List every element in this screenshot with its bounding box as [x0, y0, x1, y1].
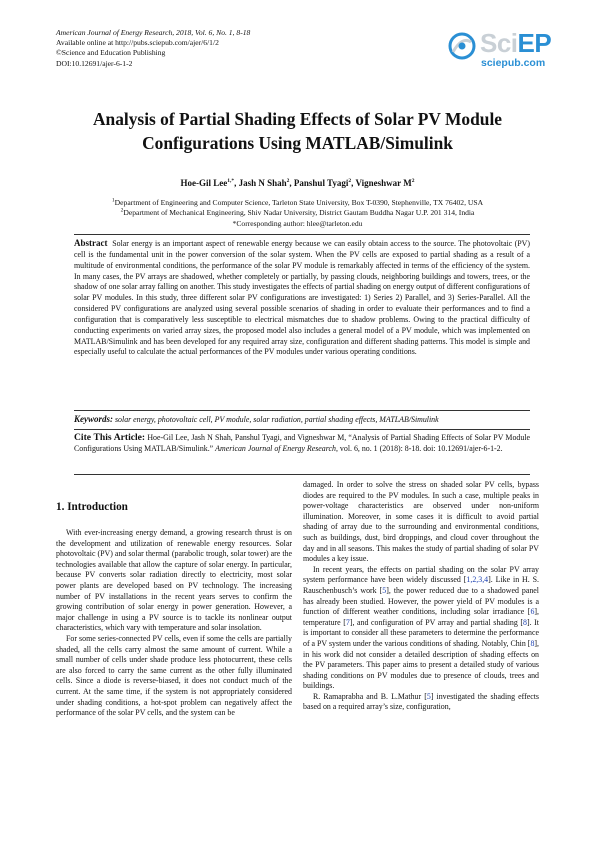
- body-paragraph: With ever-increasing energy demand, a growing research thrust is on the development and utilization of renewable energy resources. Solar photovoltaic (PV) and solar thermal (parabolic trough, solar tower) are the technologies available that allow the capture of solar energy. In particular, because PV converts solar radiation directly to electricity, most solar power plants are developed based on PV technology. The increasing number of PV installations in the recent years serves to confirm the growing contribution of solar energy in power generation. However, a major challenge in using a PV source is to tackle its nonlinear output characteristics, which vary with temperature and solar insolation.: [56, 528, 292, 633]
- citation-link[interactable]: 7: [345, 617, 350, 627]
- body-column-right: [303, 480, 539, 713]
- section-heading: 1. Introduction: [56, 501, 128, 513]
- keywords: [74, 414, 530, 426]
- body-paragraph: damaged. In order to solve the stress on shaded solar PV cells, bypass diodes are required to the PV modules. In such a case, multiple peaks in power-voltage characteristics are observed under non-uniform illumination. Moreover, in some cases it is difficult to avoid partial shading of array due to the surrounding and environmental conditions, such as buildings, dust, bird droppings, and cloud cover throughout the day and in all seasons. This makes the study of partial shading of solar PV modules a key issue.: [303, 480, 539, 564]
- body-paragraph: In recent years, the effects on partial shading on the solar PV array system performance have been widely discussed [1,2,3,4]. Like in H. S. Rauschenbusch’s work [5], the power reduced due to a shadowed panel has already been studied. However, the power yield of PV modules is a function of different weather conditions, including solar irradiance [6], temperature [7], and configuration of PV array and partial shading [8]. It is important to consider all these parameters to determine the performance of a PV system under the various conditions of shading. Notably, Chin [8], in his work did not consider a detailed description of shading effects on the PV parameters. This paper aims to present a detailed study of various shading conditions on PV modules due to presence of clouds, trees and buildings.: [303, 564, 540, 691]
- journal-header: [56, 28, 386, 69]
- corresponding-author: *Corresponding author: hlee@tarleton.edu: [232, 218, 363, 228]
- divider: [74, 429, 530, 430]
- author-list: Hoe-Gil Lee$^{1,*}$, Jash N Shah$^2$, Panshul Tyagi$^2$, Vigneshwar $M^2$: [180, 178, 415, 188]
- divider: [74, 474, 530, 475]
- keywords-label: Keywords:: [74, 414, 113, 424]
- citation-link[interactable]: 6: [530, 607, 535, 617]
- affiliations: [40, 198, 555, 229]
- logo-mark-icon: [448, 32, 476, 60]
- affiliation-2: $^2$Department of Mechanical Engineering, Shiv Nadar University, District Gautam Buddha Nagar U.P. 201 314, India: [120, 207, 475, 218]
- author-2: Jash N Shah: [238, 178, 287, 188]
- citation-link[interactable]: 5: [382, 585, 387, 595]
- journal-line: American Journal of Energy Research, 2018, Vol. 6, No. 1, 8-18: [56, 28, 251, 37]
- paper-title: [40, 108, 555, 155]
- author-4: Vigneshwar M: [355, 178, 412, 188]
- doi-line: DOI:10.12691/ajer-6-1-2: [56, 58, 133, 68]
- cite-this-article: [74, 433, 530, 455]
- divider: [74, 410, 530, 411]
- citation-link[interactable]: 5: [426, 691, 431, 701]
- affiliation-1: $^1$Department of Engineering and Computer Science, Tarleton State University, Box T-0390, Stephenville, TX 76402, USA: [111, 197, 484, 207]
- abstract: [74, 238, 530, 358]
- cite-label: Cite This Article:: [74, 432, 146, 443]
- abstract-label: Abstract: [74, 238, 108, 248]
- divider: [74, 234, 530, 235]
- cite-text: Hoe-Gil Lee, Jash N Shah, Panshul Tyagi, and Vigneshwar M, “Analysis of Partial Shading Effects of Solar PV Module Configurations Using MATLAB/Simulink.”: [74, 433, 530, 453]
- logo-wordmark: SciEP: [480, 28, 552, 58]
- author-3: Panshul Tyagi: [293, 178, 349, 188]
- cite-journal: American Journal of Energy Research: [215, 443, 336, 453]
- sciepub-logo[interactable]: [448, 26, 558, 72]
- author-1: Hoe-Gil Lee: [180, 178, 228, 188]
- body-paragraph: For some series-connected PV cells, even if some the cells are partially shaded, all the cells carry almost the same amount of current. While a small number of cells under shade produce less photocurrent, these cells are also forced to carry the same current as the other fully illuminated cells. Since a diode is reverse-biased, it does not conduct much of the current. At the same time, if the system is not appropriately considered under shading conditions, a hot-spot problem can negatively affect the performance of the solar PV cells, and the system can be: [56, 633, 292, 718]
- online-line[interactable]: Available online at http://pubs.sciepub.com/ajer/6/1/2: [56, 38, 219, 48]
- copyright-line: ©Science and Education Publishing: [56, 48, 166, 58]
- citation-link[interactable]: 8: [523, 617, 527, 627]
- abstract-text: Solar energy is an important aspect of renewable energy because we can easily obtain access to the source. The photovoltaic (PV) cell is the fundamental unit in the power conversion of the solar system. When the PV cells are exposed to partial shading as a result of a multitude of environmental conditions, the performance of the solar PV module is remarkably affected in terms of the efficiency of the system. In many cases, the PV arrays are shadowed, whether completely or partially, by passing clouds, neighboring buildings and towers, trees, or the shadow of one solar array falling on another. This study investigates the effects of partial shading on energy output of different configurations of solar PV modules. In this study, three different solar PV configurations are investigated: 1) Series 2) Parallel, and 3) Series-Parallel. All the considered PV configurations are analyzed using several possible scenarios of shading in order to evaluate their performances and to find a configuration that is comparatively less susceptible to electrical mismatches due to shadow problems. Owing to the practical difficulty of conducting experiments on varied array sizes, the proposed model also includes a general model of a PV module, which was implemented on MATLAB/Simulink and has been developed for any required array size, configuration and different shading patterns. This model is simple and especially useful to calculate the actual performances of the PV modules under various operating conditions.: [74, 239, 531, 357]
- title-line-1: Analysis of Partial Shading Effects of Solar PV Module: [92, 109, 503, 129]
- keywords-text: solar energy, photovoltaic cell, PV module, solar radiation, partial shading effects, MATLAB/Simulink: [114, 415, 439, 424]
- logo-url: sciepub.com: [481, 57, 546, 69]
- body-paragraph: R. Ramaprabha and B. L.Mathur [5] investigated the shading effects based on a required array’s size, configuration,: [303, 691, 540, 712]
- citation-link[interactable]: 8: [530, 638, 535, 648]
- citation-link[interactable]: 1,2,3,4: [466, 575, 489, 585]
- body-column-left: [56, 500, 292, 719]
- cite-tail: , vol. 6, no. 1 (2018): 8-18. doi: 10.12691/ajer-6-1-2.: [335, 443, 503, 453]
- title-line-2: Configurations Using MATLAB/Simulink: [142, 132, 453, 153]
